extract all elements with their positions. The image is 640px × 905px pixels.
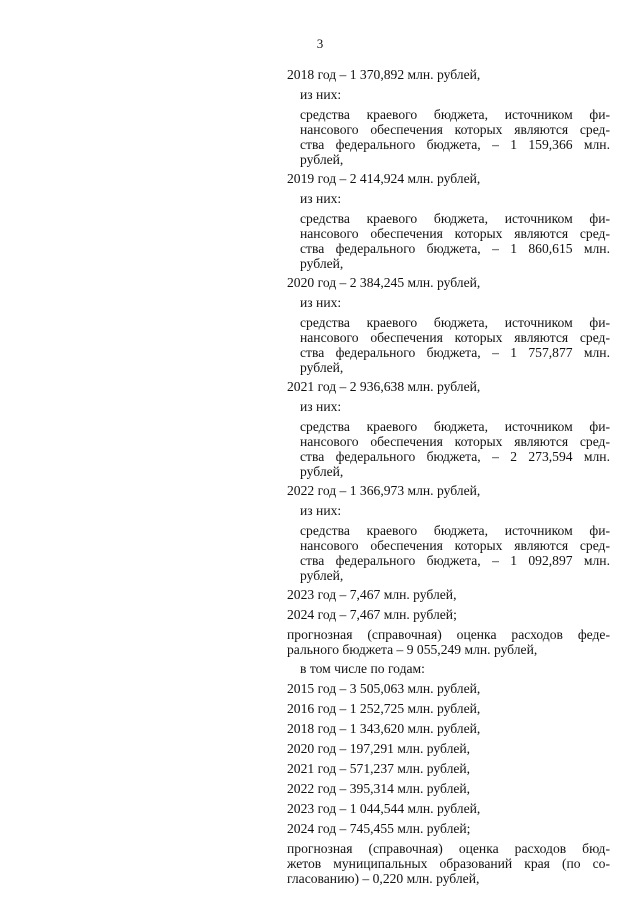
paragraph-line: рублей,: [300, 152, 344, 167]
subheading-line: из них:: [300, 191, 342, 206]
page-number: 3: [316, 36, 324, 51]
paragraph-line: средства краевого бюджета, источником фи-: [300, 419, 610, 434]
year-line: 2023 год – 1 044,544 млн. рублей,: [287, 801, 481, 816]
paragraph-line: рублей,: [300, 464, 344, 479]
funding-paragraph: [287, 315, 610, 375]
year-line: 2023 год – 7,467 млн. рублей,: [287, 587, 457, 602]
paragraph-line: гласованию) – 0,220 млн. рублей,: [287, 871, 480, 886]
funding-paragraph: [287, 419, 610, 479]
year-line: 2021 год – 571,237 млн. рублей,: [287, 761, 471, 776]
paragraph-line: нансового обеспечения которых являются сред-: [300, 434, 610, 449]
year-line: 2024 год – 745,455 млн. рублей;: [287, 821, 471, 836]
paragraph-line: ства федерального бюджета, – 1 092,897 млн.: [300, 553, 610, 568]
document-body: [287, 67, 610, 890]
funding-paragraph: [287, 211, 610, 271]
paragraph-line: средства краевого бюджета, источником фи-: [300, 211, 610, 226]
paragraph-line: нансового обеспечения которых являются сред-: [300, 122, 610, 137]
paragraph-line: рублей,: [300, 360, 344, 375]
paragraph-line: средства краевого бюджета, источником фи-: [300, 107, 610, 122]
paragraph-line: прогнозная (справочная) оценка расходов бюд-: [287, 841, 610, 856]
year-line: 2018 год – 1 370,892 млн. рублей,: [287, 67, 481, 82]
paragraph-line: прогнозная (справочная) оценка расходов феде-: [287, 627, 610, 642]
year-line: 2024 год – 7,467 млн. рублей;: [287, 607, 457, 622]
paragraph-line: рублей,: [300, 256, 344, 271]
paragraph-line: средства краевого бюджета, источником фи-: [300, 523, 610, 538]
year-line: 2021 год – 2 936,638 млн. рублей,: [287, 379, 481, 394]
subheading-line: из них:: [300, 503, 342, 518]
funding-paragraph: [287, 523, 610, 583]
paragraph-line: рублей,: [300, 568, 344, 583]
paragraph-line: нансового обеспечения которых являются сред-: [300, 226, 610, 241]
paragraph-line: жетов муниципальных образований края (по со-: [287, 856, 610, 871]
year-line: 2022 год – 1 366,973 млн. рублей,: [287, 483, 481, 498]
paragraph-line: нансового обеспечения которых являются сред-: [300, 538, 610, 553]
paragraph-line: средства краевого бюджета, источником фи-: [300, 315, 610, 330]
year-line: 2019 год – 2 414,924 млн. рублей,: [287, 171, 481, 186]
year-line: 2020 год – 197,291 млн. рублей,: [287, 741, 471, 756]
year-line: 2022 год – 395,314 млн. рублей,: [287, 781, 471, 796]
paragraph-line: рального бюджета – 9 055,249 млн. рублей,: [287, 642, 538, 657]
subheading-line: в том числе по годам:: [300, 661, 425, 676]
estimate-paragraph: [287, 841, 610, 886]
subheading-line: из них:: [300, 399, 342, 414]
estimate-paragraph: [287, 627, 610, 657]
paragraph-line: ства федерального бюджета, – 1 860,615 млн.: [300, 241, 610, 256]
year-line: 2015 год – 3 505,063 млн. рублей,: [287, 681, 481, 696]
subheading-line: из них:: [300, 295, 342, 310]
paragraph-line: ства федерального бюджета, – 2 273,594 млн.: [300, 449, 610, 464]
subheading-line: из них:: [300, 87, 342, 102]
year-line: 2020 год – 2 384,245 млн. рублей,: [287, 275, 481, 290]
funding-paragraph: [287, 107, 610, 167]
year-line: 2016 год – 1 252,725 млн. рублей,: [287, 701, 481, 716]
paragraph-line: ства федерального бюджета, – 1 757,877 млн.: [300, 345, 610, 360]
paragraph-line: нансового обеспечения которых являются сред-: [300, 330, 610, 345]
paragraph-line: ства федерального бюджета, – 1 159,366 млн.: [300, 137, 610, 152]
year-line: 2018 год – 1 343,620 млн. рублей,: [287, 721, 481, 736]
